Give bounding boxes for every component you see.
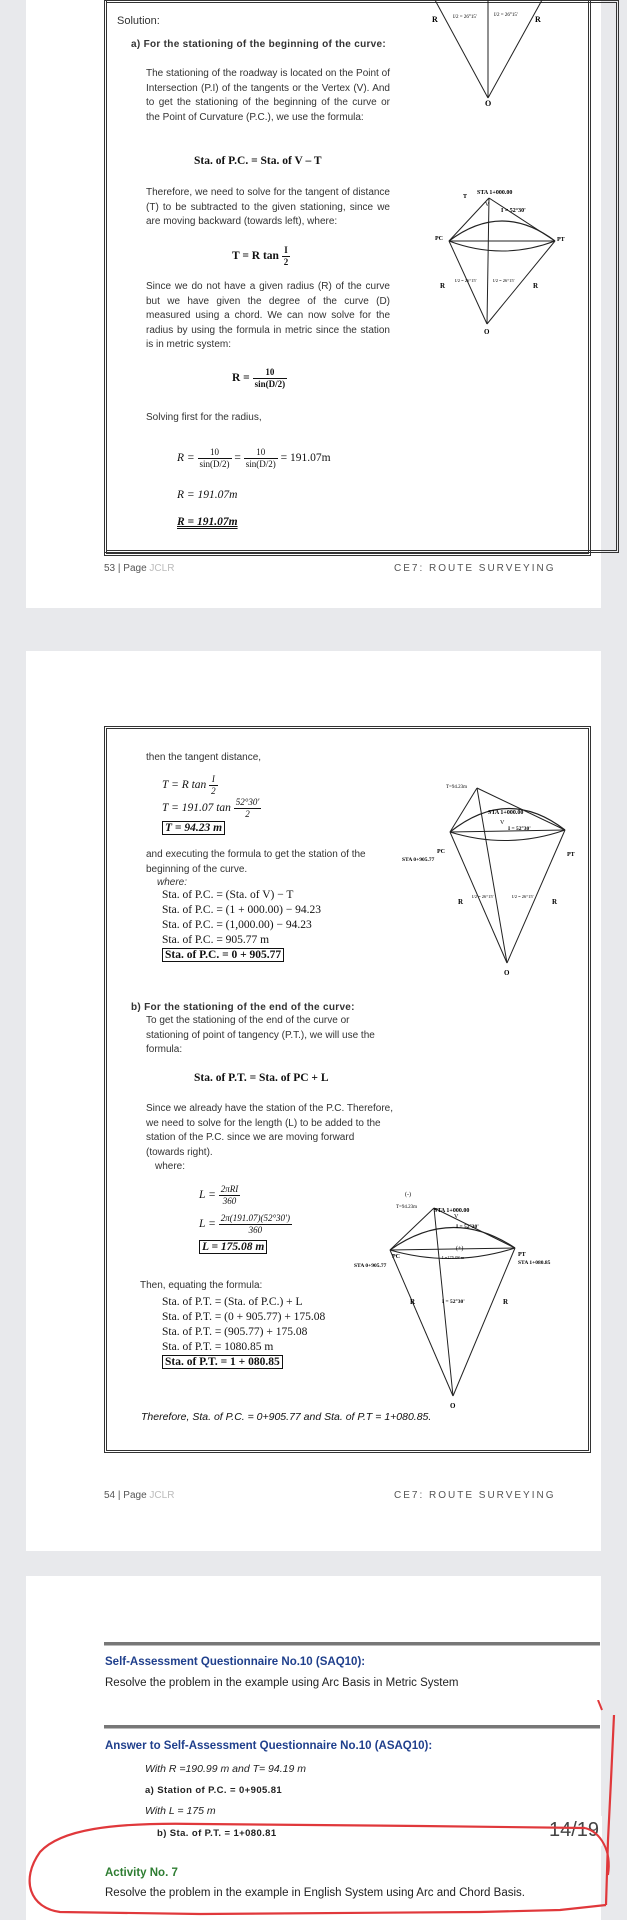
fraction-i-over-2: $\frac{I}{2}$ — [283, 245, 289, 267]
l-value-label: L=175.08 m — [442, 1255, 465, 1260]
course-name: CE7: ROUTE SURVEYING — [394, 563, 556, 574]
fraction-l-2 — [219, 1213, 292, 1236]
conclusion: Therefore, Sta. of P.C. = 0+905.77 and Sta. of P.T = 1+080.85. — [141, 1411, 432, 1423]
sta-v-label: STA 1+000.00 — [488, 810, 524, 816]
saq-text: Resolve the problem in the example using Arc Basis in Metric System — [105, 1677, 459, 1689]
r-label: R — [440, 282, 446, 290]
activity-title: Activity No. 7 — [105, 1867, 178, 1879]
minus-label: (-) — [405, 1192, 411, 1198]
half-angle-label: I/2 = 26°15' — [455, 278, 477, 283]
pc-label: PC — [392, 1254, 400, 1260]
t-eq2-text: T = 191.07 tan — [162, 802, 231, 815]
r-label: R — [503, 1298, 509, 1306]
l-equation-2: L = $\frac{2\pi(191.07)(52^\circ 30')}{360}$ — [199, 1213, 290, 1235]
fraction-10-over-sin: $\frac{10}{\sin(D/2)}$ — [254, 367, 286, 389]
t-value-label: T=94.23m — [446, 785, 468, 790]
formula-t-left: T = R tan — [232, 250, 279, 263]
formula-t — [232, 245, 290, 268]
pc-final-text: Sta. of P.C. = 0 + 905.77 — [162, 948, 284, 962]
fraction-i-over-2: $\frac{I}{2}$ — [211, 774, 216, 796]
page-author: JCLR — [149, 563, 175, 574]
page-footer-53 — [104, 563, 174, 574]
pt-line: Sta. of P.T. = (905.77) + 175.08 — [162, 1326, 308, 1338]
formula-r-left: R = — [232, 372, 250, 385]
tangent-intro: then the tangent distance, — [146, 752, 262, 763]
page-footer-54 — [104, 1490, 174, 1501]
l-result — [199, 1241, 267, 1253]
asaq-title: Answer to Self-Assessment Questionnaire No.10 (ASAQ10): — [105, 1740, 433, 1752]
formula-pc: Sta. of P.C. = Sta. of V – T — [194, 155, 322, 167]
radius-result: = 191.07m — [280, 452, 331, 465]
fraction-radius-b: $\frac{10}{\sin(D/2)}$ — [245, 447, 276, 469]
pc-final — [162, 949, 321, 965]
t-label: T — [463, 194, 468, 200]
part-a-text: The stationing of the roadway is located on the Point of Intersection (P.I) of the tangents or the Vertex (V). And to get the stationing of the beginning of the curve or the Point of Curvature (P.C.), we use the formula: — [146, 68, 390, 123]
half-angle-label: I/2 = 26°15' — [472, 894, 494, 899]
t-angle: 52°30' — [235, 797, 260, 807]
exec-text: and executing the formula to get the station of the beginning of the curve. — [146, 849, 366, 875]
asaq-length: With L = 175 m — [145, 1805, 216, 1817]
t-result — [162, 822, 225, 834]
l-eq2-num: 2π(191.07)(52°30') — [220, 1213, 290, 1223]
r-label: R — [458, 898, 464, 906]
o-label: O — [504, 969, 510, 977]
l-equation-1: L = $\frac{\text{2πRI}}{360}$ — [199, 1184, 239, 1206]
t-equation-2 — [162, 797, 261, 820]
page-number: 53 | Page — [104, 563, 147, 574]
sta-v-label: STA 1+000.00 — [434, 1208, 470, 1214]
fraction-angle-over-2: $\frac{52^\circ 30'}{2}$ — [235, 797, 260, 819]
half-angle-label: I/2 = 26°15' — [493, 278, 515, 283]
sta-pc-label: STA 0+905.77 — [354, 1263, 387, 1269]
asaq-given: With R =190.99 m and T= 94.19 m — [145, 1763, 306, 1775]
pc-line: Sta. of P.C. = 905.77 m — [162, 934, 270, 946]
pc-line: Sta. of P.C. = (1,000.00) − 94.23 — [162, 919, 312, 931]
where-label: where: — [157, 877, 188, 888]
saq-rule — [104, 1642, 600, 1646]
asaq-answer-b: b) Sta. of P.T. = 1+080.81 — [157, 1828, 277, 1839]
pt-final — [162, 1356, 325, 1372]
pc-line: Sta. of P.C. = (Sta. of V) − T — [162, 889, 294, 901]
radius-line-2: R = 191.07m — [177, 516, 238, 528]
pt-calculation — [162, 1296, 325, 1372]
r-label: R — [533, 282, 539, 290]
l-eq2-den: 360 — [248, 1225, 263, 1235]
pt-line: Sta. of P.T. = 1080.85 m — [162, 1341, 274, 1353]
half-angle-label: I/2 = 26°15' — [512, 894, 534, 899]
formula-r — [232, 367, 287, 390]
radius-equation: R = $\frac{10}{\sin(D/2)}$ = $\frac{10}{\sin(D/2)}$ = 191.07m — [177, 447, 331, 469]
plus-label: (+) — [456, 1246, 464, 1252]
half-angle-label: I/2 = 26°15' — [494, 13, 518, 18]
r-label: R — [410, 1298, 416, 1306]
part-a-title: a) For the stationing of the beginning of the curve: — [131, 39, 387, 50]
o-label: O — [450, 1402, 456, 1410]
o-label: O — [485, 99, 492, 108]
radius-text: Since we do not have a given radius (R) of the curve but we have given the degree of the curve (D) measured using a chord. We can now solve for the radius by using the formula in metric since the station is in metric system: — [146, 281, 390, 350]
curve-diagram-top — [420, 0, 570, 112]
pt-line: Sta. of P.T. = (Sta. of P.C.) + L — [162, 1296, 303, 1308]
l-result-text: L = 175.08 m — [199, 1240, 267, 1254]
angle-i-label: I = 52°30' — [508, 826, 531, 832]
v-label: V — [485, 202, 490, 208]
angle-i-label: I = 52°30' — [456, 1224, 479, 1230]
curve-diagram-pc — [400, 768, 575, 983]
v-label: V — [500, 820, 505, 826]
radius-line-1: R = 191.07m — [177, 489, 238, 501]
t-eq1-text: T = R tan — [162, 779, 207, 792]
curve-diagram-page53 — [415, 186, 575, 361]
o-label: O — [484, 328, 490, 336]
t-result-text: T = 94.23 m — [162, 821, 225, 835]
red-annotation-circle — [0, 1700, 627, 1920]
pc-label: PC — [435, 236, 443, 242]
pt-final-text: Sta. of P.T. = 1 + 080.85 — [162, 1355, 283, 1369]
solution-label: Solution: — [117, 15, 160, 27]
pt-label: PT — [567, 852, 575, 858]
half-angle-label: I/2 = 26°15' — [453, 15, 477, 20]
sta-v-label: STA 1+000.00 — [477, 190, 513, 196]
where-label-2: where: — [155, 1161, 186, 1172]
sta-pt-label: STA 1+080.85 — [518, 1260, 551, 1266]
fraction-radius-a: $\frac{10}{\sin(D/2)}$ — [199, 447, 230, 469]
page-number: 54 | Page — [104, 1490, 147, 1501]
fraction-l-1 — [219, 1184, 241, 1207]
solving-radius: Solving first for the radius, — [146, 412, 262, 423]
l-eq1-den: 360 — [222, 1196, 237, 1206]
angle-i-label: I = 52°30' — [442, 1299, 465, 1305]
r-label: R — [552, 898, 558, 906]
sta-pc-label: STA 0+905.77 — [402, 857, 435, 863]
pt-line: Sta. of P.T. = (0 + 905.77) + 175.08 — [162, 1311, 326, 1323]
r-label: R — [535, 15, 541, 24]
pc-calculation — [162, 889, 321, 965]
angle-i-label: I = 52°30' — [501, 208, 526, 214]
part-b-title: b) For the stationing of the end of the curve: — [131, 1002, 355, 1013]
t-equation-1 — [162, 774, 218, 797]
pc-line: Sta. of P.C. = (1 + 000.00) − 94.23 — [162, 904, 322, 916]
curve-diagram-pt — [350, 1186, 575, 1416]
page-author: JCLR — [149, 1490, 175, 1501]
pt-label: PT — [557, 237, 565, 243]
tangent-text: Therefore, we need to solve for the tangent of distance (T) to be subtracted to the given stationing, since we are moving backward (towards left), where: — [146, 187, 390, 227]
saq-title: Self-Assessment Questionnaire No.10 (SAQ10): — [105, 1656, 366, 1668]
l-eq1-num: 2πRI — [220, 1184, 239, 1194]
pt-label: PT — [518, 1252, 526, 1258]
r-label: R — [432, 15, 438, 24]
v-label: V — [454, 1214, 459, 1220]
t-value-label: T=94.23m — [396, 1205, 418, 1210]
part-b-text: To get the stationing of the end of the curve or stationing of point of tangency (P.T.), we will use the formula: — [146, 1015, 375, 1055]
page-counter: 14/19 — [549, 1819, 600, 1841]
formula-pt: Sta. of P.T. = Sta. of PC + L — [194, 1072, 329, 1084]
then-text: Then, equating the formula: — [140, 1280, 263, 1291]
asaq-answer-a: a) Station of P.C. = 0+905.81 — [145, 1785, 283, 1796]
pc-label: PC — [437, 849, 445, 855]
length-text: Since we already have the station of the P.C. Therefore, we need to solve for the length (L) to be added to the station of the P.C. since we are moving forward (towards right). — [146, 1103, 394, 1158]
course-name: CE7: ROUTE SURVEYING — [394, 1490, 556, 1501]
activity-text: Resolve the problem in the example in English System using Arc and Chord Basis. — [105, 1887, 525, 1899]
